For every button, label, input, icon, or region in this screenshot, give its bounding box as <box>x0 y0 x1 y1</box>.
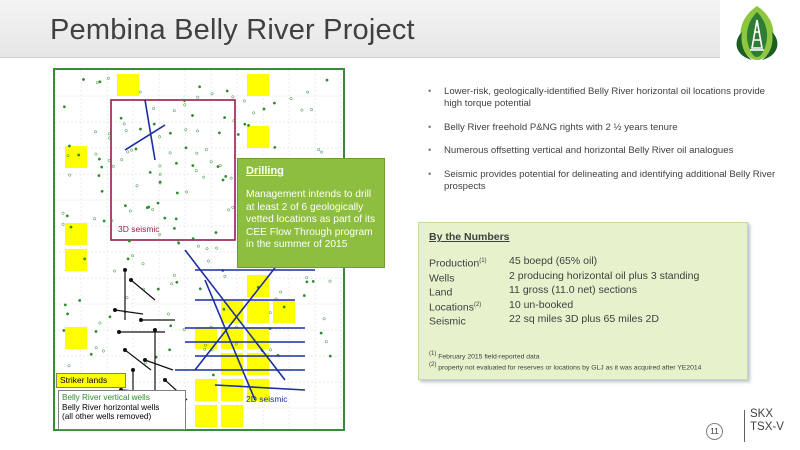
vertical-well-marker <box>135 148 137 150</box>
horizontal-well-path <box>131 280 155 300</box>
striker-land-section <box>195 379 217 401</box>
horizontal-well-marker <box>153 328 157 332</box>
vertical-well-marker <box>63 106 65 108</box>
by-the-numbers-box <box>418 222 748 380</box>
vertical-well-marker <box>329 280 331 282</box>
vertical-well-marker <box>273 102 275 104</box>
vertical-well-marker <box>326 79 328 81</box>
vertical-well-marker <box>228 209 230 211</box>
vertical-well-marker <box>149 171 151 173</box>
vertical-well-marker <box>301 109 303 111</box>
vertical-well-marker <box>158 136 160 138</box>
vertical-well-marker <box>306 281 308 283</box>
ticker-line-1: SKX <box>750 408 774 420</box>
vertical-well-marker <box>157 288 159 290</box>
vertical-well-marker <box>94 131 96 133</box>
vertical-well-marker <box>306 277 308 279</box>
vertical-well-marker <box>323 318 325 320</box>
legend-vertical-wells: Belly River vertical wells <box>62 393 150 402</box>
vertical-well-marker <box>290 97 292 99</box>
vertical-well-marker <box>173 110 175 112</box>
numbers-key: Wells <box>429 272 455 284</box>
vertical-well-marker <box>247 124 249 126</box>
vertical-well-marker <box>66 313 68 315</box>
vertical-well-marker <box>280 291 282 293</box>
vertical-well-marker <box>197 96 199 98</box>
2d-seismic-label: 2D seismic <box>246 394 288 404</box>
striker-land-section <box>247 126 269 148</box>
vertical-well-marker <box>203 176 205 178</box>
drilling-body: Management intends to drill at least 2 of 6 geologically vetted locations as part of its CEE Flow Through program in the summer of 2015 <box>246 189 376 250</box>
vertical-well-marker <box>139 91 141 93</box>
vertical-well-marker <box>225 175 227 177</box>
vertical-well-marker <box>197 245 199 247</box>
vertical-well-marker <box>223 308 225 310</box>
vertical-well-marker <box>70 226 72 228</box>
vertical-well-marker <box>99 322 101 324</box>
vertical-well-marker <box>164 217 166 219</box>
vertical-well-marker <box>96 81 98 83</box>
vertical-well-marker <box>175 162 177 164</box>
numbers-key-sup: (2) <box>473 301 482 308</box>
vertical-well-marker <box>159 181 161 183</box>
vertical-well-marker <box>109 316 111 318</box>
vertical-well-marker <box>183 99 185 101</box>
numbers-row <box>429 270 737 285</box>
vertical-well-marker <box>196 152 198 154</box>
vertical-well-marker <box>196 130 198 132</box>
vertical-well-marker <box>215 231 217 233</box>
vertical-well-marker <box>224 275 226 277</box>
vertical-well-marker <box>121 158 123 160</box>
page-title: Pembina Belly River Project <box>50 14 415 46</box>
horizontal-well-marker <box>117 330 121 334</box>
vertical-well-marker <box>90 353 92 355</box>
vertical-well-marker <box>99 81 101 83</box>
striker-land-section <box>221 405 243 427</box>
vertical-well-marker <box>173 274 175 276</box>
vertical-well-marker <box>185 191 187 193</box>
vertical-well-marker <box>215 247 217 249</box>
vertical-well-marker <box>127 151 129 153</box>
horizontal-well-marker <box>129 278 133 282</box>
numbers-key-sup: (1) <box>479 258 487 264</box>
vertical-well-marker <box>152 107 154 109</box>
vertical-well-marker <box>153 123 155 125</box>
vertical-well-marker <box>126 297 128 299</box>
vertical-well-marker <box>243 100 245 102</box>
vertical-well-marker <box>211 93 213 95</box>
vertical-well-marker <box>184 104 186 106</box>
vertical-well-marker <box>63 329 65 331</box>
vertical-well-marker <box>95 347 97 349</box>
vertical-well-marker <box>252 112 254 114</box>
horizontal-well-marker <box>123 268 127 272</box>
vertical-well-marker <box>169 152 171 154</box>
horizontal-well-marker <box>131 368 135 372</box>
vertical-well-marker <box>95 330 97 332</box>
vertical-well-marker <box>232 206 234 208</box>
vertical-well-marker <box>83 258 85 260</box>
vertical-well-marker <box>283 306 285 308</box>
numbers-row <box>429 299 737 314</box>
vertical-well-marker <box>123 123 125 125</box>
vertical-well-marker <box>185 147 187 149</box>
2d-seismic-line <box>145 100 155 160</box>
vertical-well-marker <box>226 90 228 92</box>
horizontal-well-marker <box>123 348 127 352</box>
3d-seismic-outline <box>111 100 235 240</box>
vertical-well-marker <box>223 116 225 118</box>
vertical-well-marker <box>124 205 126 207</box>
vertical-well-marker <box>329 355 331 357</box>
vertical-well-marker <box>101 190 103 192</box>
striker-land-section <box>221 379 243 401</box>
striker-land-section <box>273 301 295 323</box>
striker-land-section <box>247 301 269 323</box>
vertical-well-marker <box>320 332 322 334</box>
vertical-well-marker <box>120 117 122 119</box>
vertical-well-marker <box>176 281 178 283</box>
vertical-well-marker <box>269 349 271 351</box>
bullet-list <box>428 86 780 205</box>
drilling-callout <box>237 158 385 268</box>
bullet-item: • Lower-risk, geologically-identified Belly River horizontal oil locations provide high torque potential <box>428 86 780 110</box>
vertical-well-marker <box>176 192 178 194</box>
numbers-value: 45 boepd (65% oil) <box>509 255 598 267</box>
vertical-well-marker <box>199 288 201 290</box>
horizontal-well-marker <box>113 308 117 312</box>
vertical-well-marker <box>157 202 159 204</box>
vertical-well-marker <box>129 210 131 212</box>
numbers-row <box>429 255 737 270</box>
vertical-well-marker <box>173 227 175 229</box>
striker-land-section <box>65 223 87 245</box>
vertical-well-marker <box>142 263 144 265</box>
vertical-well-marker <box>244 123 246 125</box>
vertical-well-marker <box>206 248 208 250</box>
vertical-well-marker <box>108 133 110 135</box>
vertical-well-marker <box>159 173 161 175</box>
bullet-item: • Numerous offsetting vertical and horizontal Belly River oil analogues <box>428 145 780 157</box>
vertical-well-marker <box>68 365 70 367</box>
vertical-well-marker <box>183 328 185 330</box>
vertical-well-marker <box>320 151 322 153</box>
vertical-well-marker <box>195 170 197 172</box>
vertical-well-marker <box>169 132 171 134</box>
ticker-line-2: TSX-V <box>750 421 784 433</box>
vertical-well-marker <box>303 294 305 296</box>
vertical-well-marker <box>219 164 221 166</box>
vertical-well-marker <box>170 325 172 327</box>
vertical-well-marker <box>62 212 64 214</box>
striker-land-section <box>247 74 269 96</box>
drilling-heading: Drilling <box>246 165 284 177</box>
vertical-well-marker <box>108 160 110 162</box>
vertical-well-marker <box>178 242 180 244</box>
vertical-well-marker <box>107 77 109 79</box>
ticker-symbol <box>750 408 784 434</box>
numbers-value: 2 producing horizontal oil plus 3 standing <box>509 269 700 282</box>
vertical-well-marker <box>82 78 84 80</box>
numbers-value: 22 sq miles 3D plus 65 miles 2D <box>509 313 659 325</box>
vertical-well-marker <box>312 280 314 282</box>
footnote: $^{(1)}$ February 2015 field-reported data <box>429 350 540 360</box>
numbers-key: Locations <box>429 301 474 313</box>
bullet-item: • Belly River freehold P&NG rights with 2 ½ years tenure <box>428 122 780 134</box>
vertical-well-marker <box>112 165 114 167</box>
vertical-well-marker <box>198 86 200 88</box>
vertical-well-marker <box>212 374 214 376</box>
numbers-key: Production <box>429 257 480 270</box>
vertical-well-marker <box>167 313 169 315</box>
vertical-well-marker <box>62 223 64 225</box>
derrick-leaf-logo-icon <box>722 2 792 64</box>
numbers-heading: By the Numbers <box>429 231 510 243</box>
footnote: $^{(2)}$ property not evaluated for reserves or locations by GLJ as it was acquired after YE2014 <box>429 362 702 372</box>
vertical-well-marker <box>191 114 193 116</box>
vertical-well-marker <box>207 260 209 262</box>
vertical-well-marker <box>310 108 312 110</box>
vertical-well-marker <box>159 165 161 167</box>
horizontal-well-path <box>125 350 151 370</box>
vertical-well-marker <box>136 185 138 187</box>
numbers-value: 10 un-booked <box>509 298 574 311</box>
horizontal-well-marker <box>139 318 143 322</box>
vertical-well-marker <box>230 177 232 179</box>
vertical-well-marker <box>125 129 127 131</box>
vertical-well-marker <box>66 215 68 217</box>
vertical-well-marker <box>98 158 100 160</box>
legend-horizontal-wells: Belly River horizontal wells <box>62 402 160 412</box>
vertical-well-marker <box>139 128 141 130</box>
ticker-divider <box>744 410 745 442</box>
vertical-well-marker <box>192 164 194 166</box>
vertical-well-marker <box>68 145 70 147</box>
3d-seismic-label: 3D seismic <box>118 224 160 234</box>
vertical-well-marker <box>79 299 81 301</box>
vertical-well-marker <box>269 312 271 314</box>
numbers-row <box>429 313 737 328</box>
vertical-well-marker <box>168 349 170 351</box>
bullet-item: • Seismic provides potential for delineating and identifying additional Belly River prospects <box>428 169 780 193</box>
vertical-well-marker <box>93 218 95 220</box>
striker-land-section <box>65 327 87 349</box>
vertical-well-marker <box>218 132 220 134</box>
vertical-well-marker <box>325 341 327 343</box>
vertical-well-marker <box>69 174 71 176</box>
page-number: 11 <box>706 423 723 440</box>
striker-land-section <box>117 74 139 96</box>
striker-land-section <box>195 405 217 427</box>
vertical-well-marker <box>192 238 194 240</box>
vertical-well-marker <box>64 304 66 306</box>
map-legend <box>58 390 186 430</box>
title-bar <box>0 0 720 58</box>
horizontal-well-marker <box>163 378 167 382</box>
vertical-well-marker <box>222 179 224 181</box>
vertical-well-marker <box>128 240 130 242</box>
vertical-well-marker <box>131 255 133 257</box>
vertical-well-marker <box>127 258 129 260</box>
horizontal-well-marker <box>143 358 147 362</box>
vertical-well-marker <box>95 153 97 155</box>
vertical-well-marker <box>152 208 154 210</box>
footnotes <box>429 350 737 373</box>
numbers-key: Seismic <box>429 315 466 328</box>
vertical-well-marker <box>170 283 172 285</box>
vertical-well-marker <box>113 270 115 272</box>
vertical-well-marker <box>98 174 100 176</box>
vertical-well-marker <box>103 220 105 222</box>
vertical-well-marker <box>237 133 239 135</box>
horizontal-well-path <box>115 310 143 314</box>
vertical-well-marker <box>101 166 103 168</box>
vertical-well-marker <box>148 206 150 208</box>
numbers-key: Land <box>429 286 453 299</box>
vertical-well-marker <box>130 149 132 151</box>
numbers-row <box>429 284 737 299</box>
vertical-well-marker <box>175 218 177 220</box>
vertical-well-marker <box>185 129 187 131</box>
vertical-well-marker <box>263 108 265 110</box>
numbers-value: 11 gross (11.0 net) sections <box>509 284 638 296</box>
legend-note: (all other wells removed) <box>62 412 152 422</box>
vertical-well-marker <box>102 350 104 352</box>
vertical-well-marker <box>274 146 276 148</box>
striker-lands-label: Striker lands <box>56 373 126 388</box>
vertical-well-marker <box>78 154 80 156</box>
vertical-well-marker <box>306 91 308 93</box>
vertical-well-marker <box>317 148 319 150</box>
vertical-well-marker <box>205 148 207 150</box>
